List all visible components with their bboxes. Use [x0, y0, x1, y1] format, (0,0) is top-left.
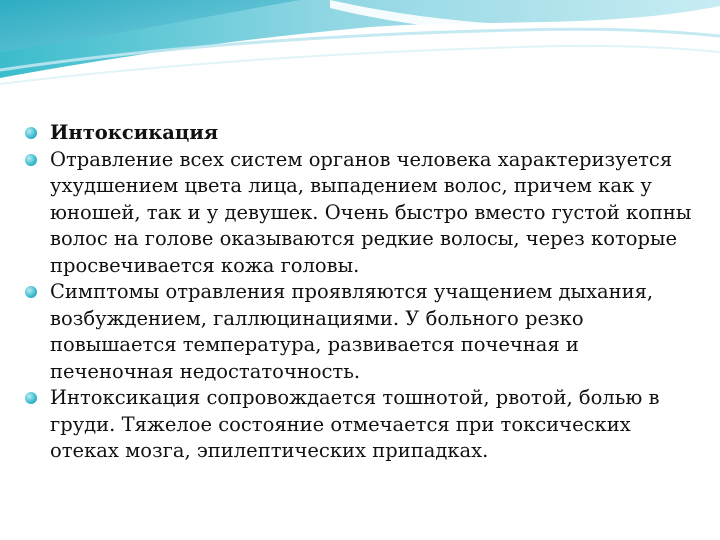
bullet-dot-icon	[25, 392, 37, 404]
bullet-text: Отравление всех систем органов человека характеризуется ухудшением цвета лица, выпадением волос, причем как у юношей, так и у девушек. Очень быстро вместо густой копны волос на голове оказываются редкие волосы, через которые просвечивается кожа головы.	[50, 147, 692, 277]
bullet-dot-icon	[25, 154, 37, 166]
bullet-text: Интоксикация	[50, 121, 219, 144]
bullet-item-title	[22, 120, 702, 147]
bullet-text: Симптомы отравления проявляются учащением дыхания, возбуждением, галлюцинациями. У больного резко повышается температура, развивается почечная и печеночная недостаточность.	[50, 280, 654, 383]
slide-content	[22, 120, 702, 465]
bullet-item	[22, 147, 702, 280]
bullet-item	[22, 385, 702, 465]
bullet-list	[22, 120, 702, 465]
bullet-dot-icon	[25, 286, 37, 298]
header-wave-decoration	[0, 0, 720, 110]
bullet-dot-icon	[25, 127, 37, 139]
bullet-item	[22, 279, 702, 385]
bullet-text: Интоксикация сопровождается тошнотой, рвотой, болью в груди. Тяжелое состояние отмечается при токсических отеках мозга, эпилептических припадках.	[50, 386, 660, 462]
